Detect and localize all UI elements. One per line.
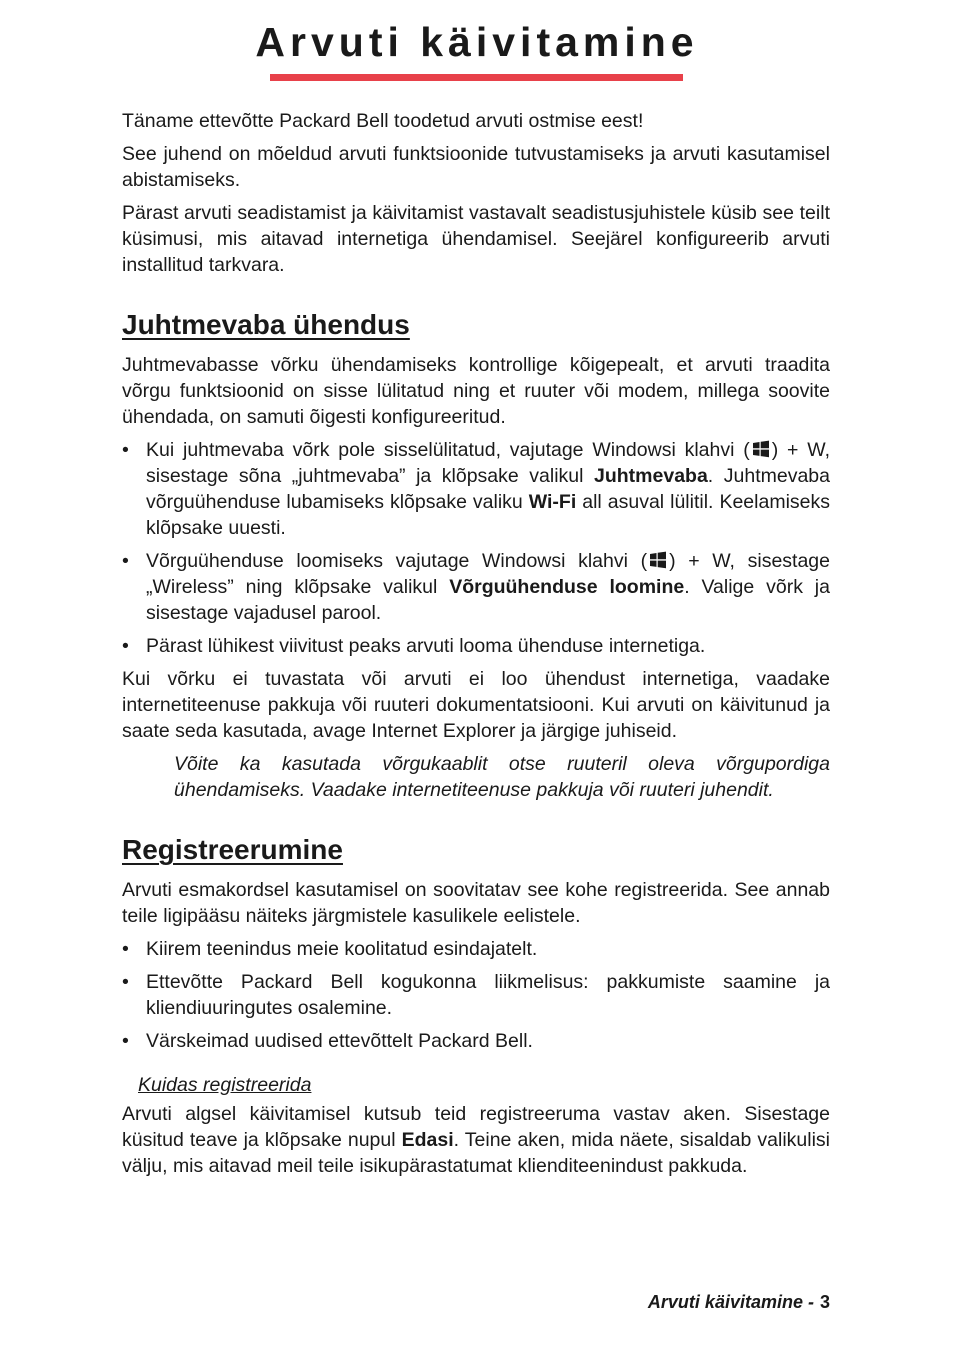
subheading-how-to-register: Kuidas registreerida [138, 1074, 312, 1096]
windows-key-icon [752, 439, 770, 457]
windows-key-icon [649, 550, 667, 568]
document-body [122, 108, 830, 1186]
page-footer [648, 1292, 830, 1313]
registration-bullet-list [122, 936, 830, 1054]
list-item: • Kui juhtmevaba võrk pole sisselülitatud, vajutage Windowsi klahvi ( ) + W, sisestage sõna „juhtmevaba” ja klõpsake valikul Juhtmevaba. Juhtmevaba võrguühenduse lubamiseks klõpsake valiku Wi-Fi all asuval lülitil. Keelamiseks klõpsake uuesti. [122, 437, 830, 541]
list-item: • Kiirem teenindus meie koolitatud esindajatelt. [122, 936, 830, 962]
page-title: Arvuti käivitamine [255, 19, 699, 65]
wireless-intro: Juhtmevabasse võrku ühendamiseks kontrollige kõigepealt, et arvuti traadita võrgu funktsioonid on sisse lülitatud ning et ruuter või modem, millega soovite ühendada, on samuti õigesti konfigureeritud. [122, 354, 830, 428]
intro-paragraph: Täname ettevõtte Packard Bell toodetud arvuti ostmise eest! [122, 110, 644, 132]
page-number: 3 [819, 1292, 830, 1312]
wireless-bullet-list [122, 437, 830, 659]
list-item: • Ettevõtte Packard Bell kogukonna liikmelisus: pakkumiste saamine ja kliendiuuringutes osalemine. [122, 969, 830, 1021]
wireless-troubleshoot-paragraph: Kui võrku ei tuvastata või arvuti ei loo ühendust internetiga, vaadake internetiteenuse pakkuja või ruuteri dokumentatsiooni. Kui arvuti on käivitunud ja saate seda kasutada, avage Internet Explorer ja järgige juhiseid. [122, 668, 830, 742]
registration-intro: Arvuti esmakordsel kasutamisel on soovitatav see kohe registreerida. See annab teile ligipääsu näiteks järgmistele kasulikele eelistele. [122, 879, 830, 927]
section-heading-wireless: Juhtmevaba ühendus [122, 309, 410, 340]
list-item: • Värskeimad uudised ettevõttelt Packard Bell. [122, 1028, 830, 1054]
note-paragraph: Võite ka kasutada võrgukaablit otse ruuteril oleva võrgupordiga ühendamiseks. Vaadake internetiteenuse pakkuja või ruuteri juhendit. [174, 753, 830, 801]
list-item: • Pärast lühikest viivitust peaks arvuti looma ühenduse internetiga. [122, 633, 830, 659]
intro-paragraph: Pärast arvuti seadistamist ja käivitamist vastavalt seadistusjuhistele küsib see teilt küsimusi, mis aitavad internetiga ühendamisel. Seejärel konfigureerib arvuti installitud tarkvara. [122, 202, 830, 276]
registration-paragraph: Arvuti algsel käivitamisel kutsub teid registreeruma vastav aken. Sisestage küsitud teave ja klõpsake nupul Edasi. Teine aken, mida näete, sisaldab valikulisi välju, mis aitavad meil teile isikupärastatumat klienditeenindust pakkuda. [122, 1103, 830, 1177]
footer-label: Arvuti käivitamine - [647, 1292, 814, 1312]
section-heading-registration: Registreerumine [122, 834, 343, 865]
title-underline [270, 74, 683, 81]
list-item: • Võrguühenduse loomiseks vajutage Windowsi klahvi ( ) + W, sisestage „Wireless” ning klõpsake valikul Võrguühenduse loomine. Valige võrk ja sisestage vajadusel parool. [122, 548, 830, 626]
intro-paragraph: See juhend on mõeldud arvuti funktsioonide tutvustamiseks ja arvuti kasutamisel abistamiseks. [122, 143, 830, 191]
